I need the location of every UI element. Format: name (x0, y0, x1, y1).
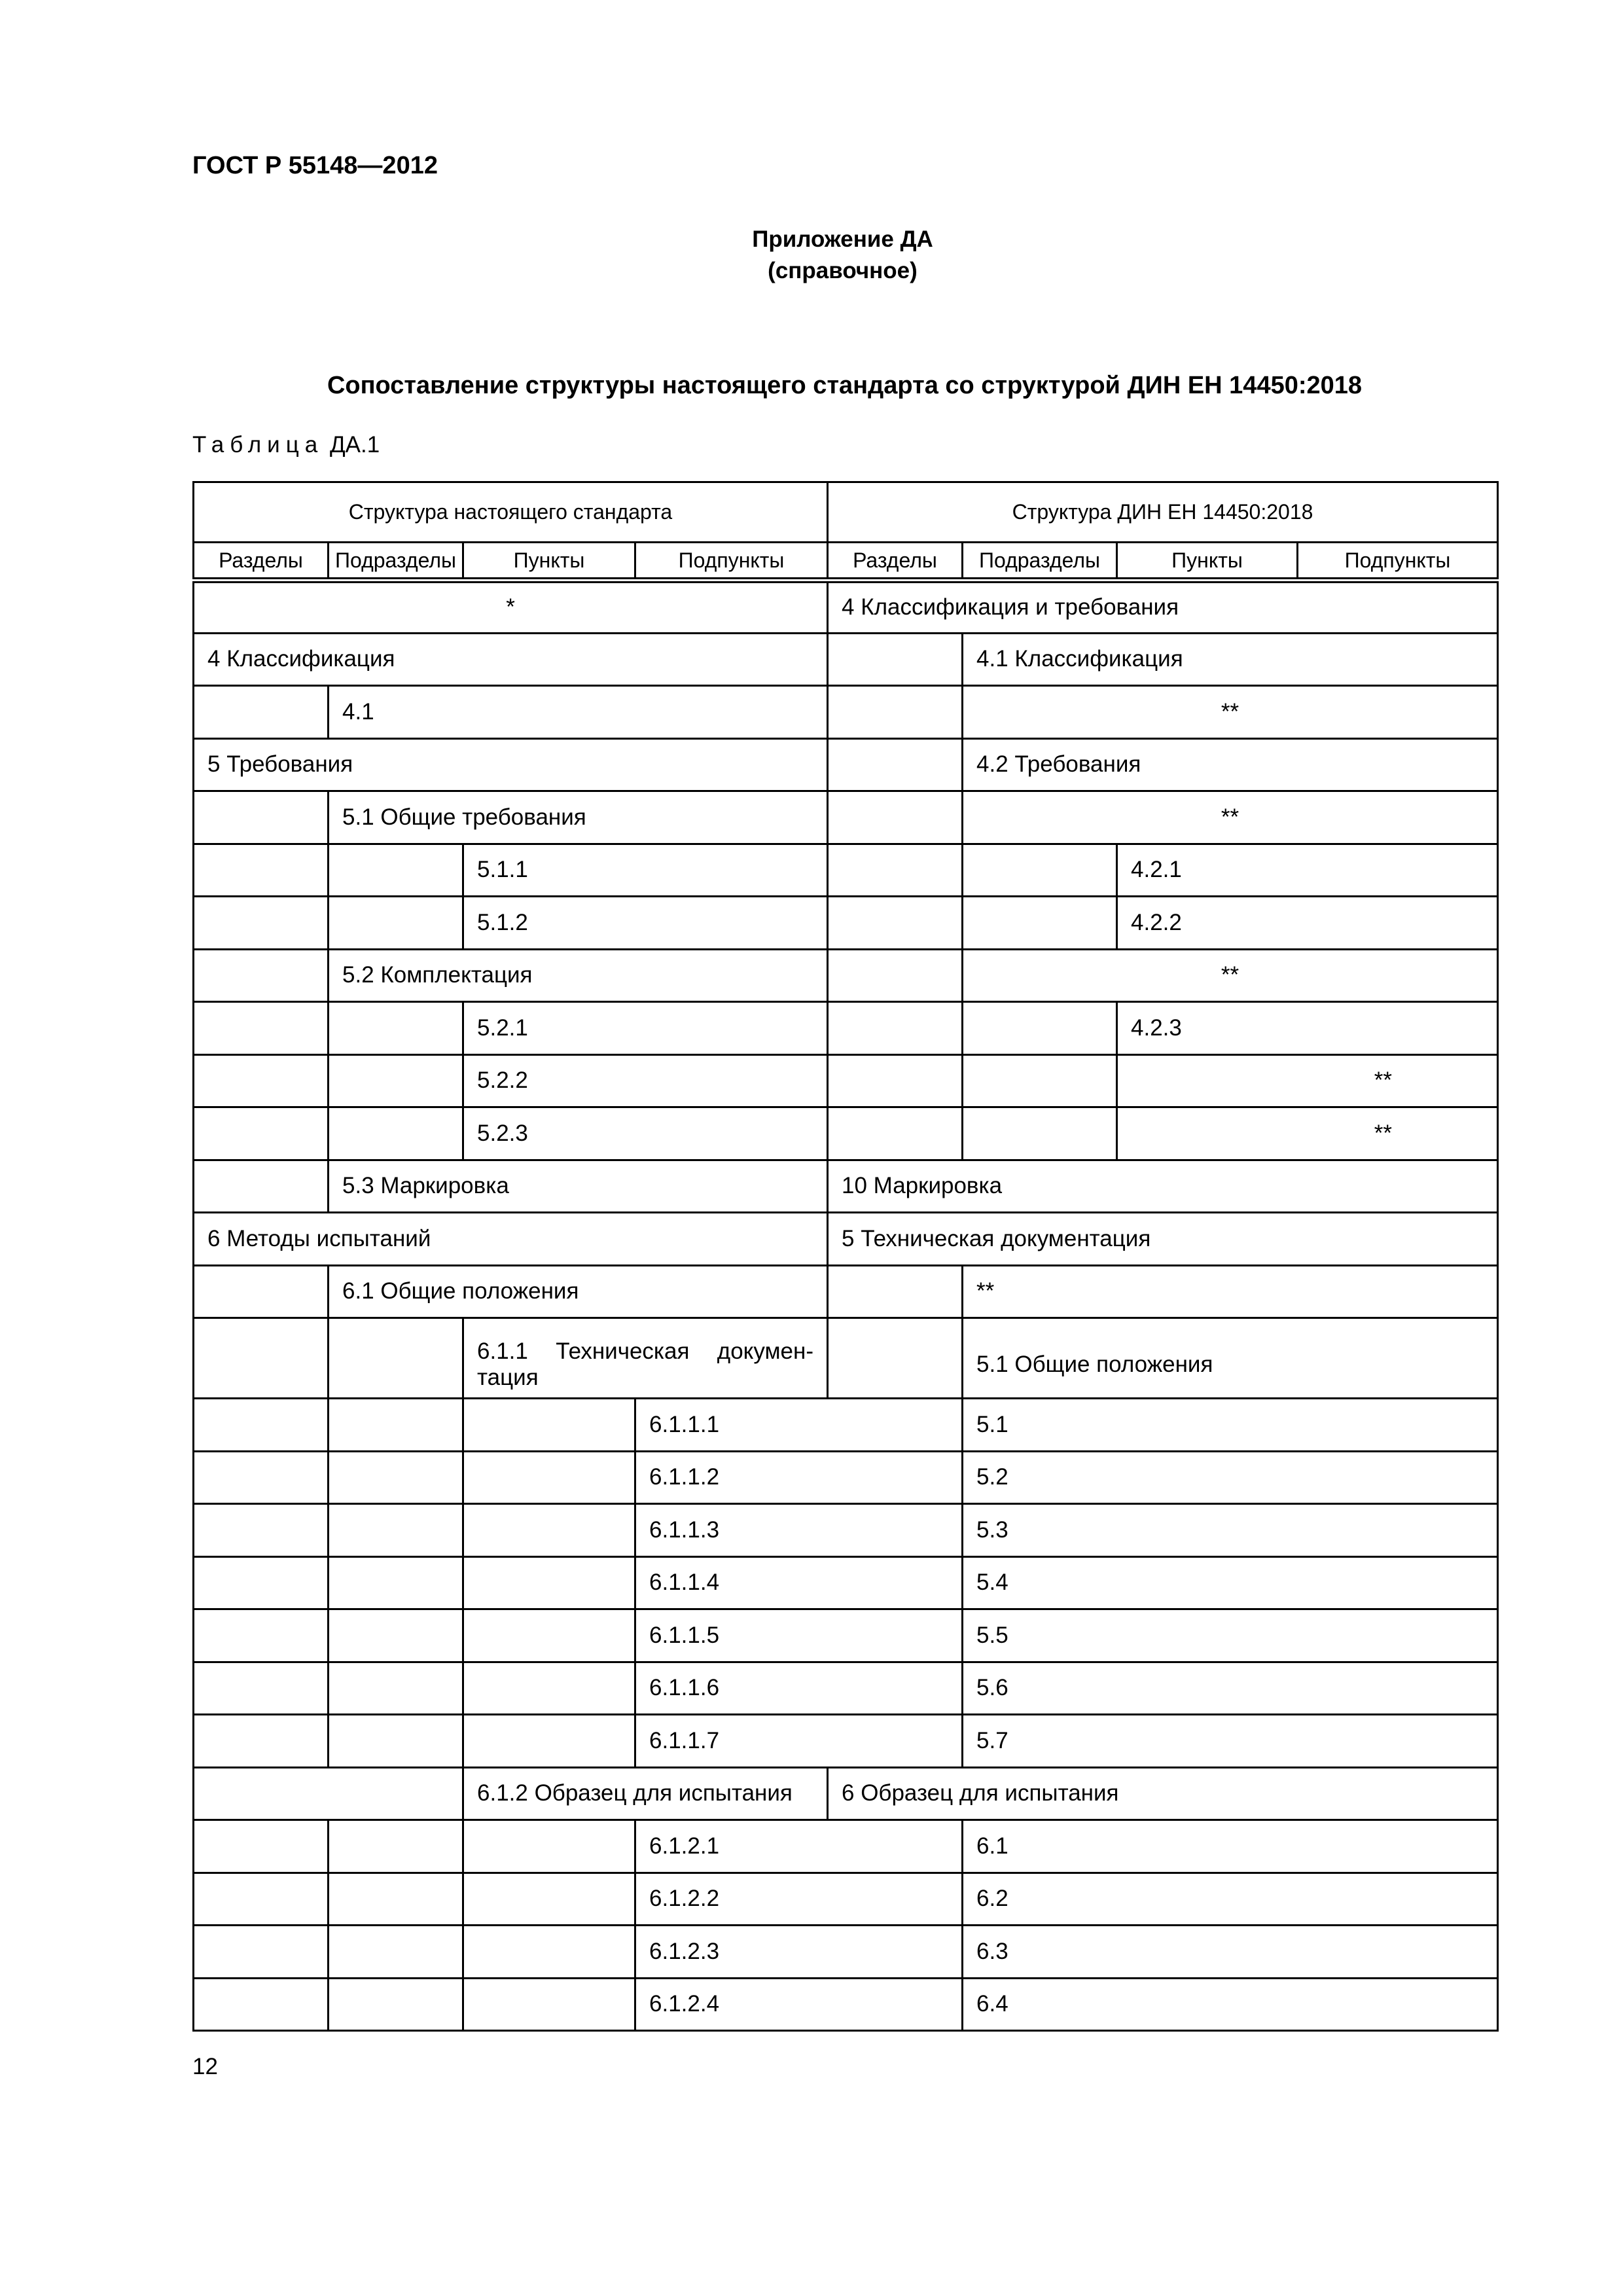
empty-cell (329, 844, 463, 897)
cell-right: ** (963, 1265, 1498, 1318)
empty-cell (194, 949, 329, 1002)
table-row (194, 1662, 1498, 1715)
empty-cell (194, 844, 329, 897)
empty-cell (828, 949, 963, 1002)
table-label-number: ДА.1 (329, 432, 380, 457)
cell-left: 4.1 (329, 686, 828, 739)
table-row (194, 633, 1498, 686)
table-row (194, 1213, 1498, 1266)
empty-cell (194, 1265, 329, 1318)
table-row (194, 1160, 1498, 1213)
comparison-table (192, 481, 1499, 2032)
empty-cell (828, 1265, 963, 1318)
empty-cell (329, 1715, 463, 1768)
cell-left: * (194, 581, 828, 634)
cell-right: ** (1117, 1107, 1498, 1160)
table-row (194, 1873, 1498, 1926)
empty-cell (329, 1662, 463, 1715)
cell-right: 5 Техническая документация (828, 1213, 1498, 1266)
page-title: Сопоставление структуры настоящего стандарта со структурой ДИН ЕН 14450:2018 (327, 372, 1363, 399)
cell-right: 5.1 Общие положения (963, 1318, 1498, 1399)
cell-right: ** (963, 949, 1498, 1002)
empty-cell (194, 1609, 329, 1662)
table-row (194, 844, 1498, 897)
cell-left: 5.1.1 (463, 844, 828, 897)
empty-cell (463, 1662, 635, 1715)
empty-cell (194, 1820, 329, 1873)
page-number: 12 (192, 2054, 218, 2079)
cell-left: 6.1.2.4 (635, 1978, 963, 2031)
empty-cell (463, 1820, 635, 1873)
group-header-left: Структура настоящего стандарта (194, 482, 828, 543)
cell-right: 5.3 (963, 1504, 1498, 1557)
cell-left: 6.1.2 Образец для испытания (463, 1767, 828, 1820)
appendix-heading (0, 224, 1623, 287)
table-row (194, 1318, 1498, 1399)
cell-left: 6.1 Общие положения (329, 1265, 828, 1318)
empty-cell (194, 1926, 329, 1979)
empty-cell (194, 1873, 329, 1926)
empty-cell (194, 1556, 329, 1609)
empty-cell (963, 1107, 1117, 1160)
cell-left: 5.2.3 (463, 1107, 828, 1160)
group-header-right: Структура ДИН ЕН 14450:2018 (828, 482, 1498, 543)
table-row (194, 1504, 1498, 1557)
column-header: Подразделы (329, 543, 463, 581)
table-label-word: Таблица (192, 432, 324, 457)
cell-right: 6.1 (963, 1820, 1498, 1873)
cell-left: 6.1.1.7 (635, 1715, 963, 1768)
cell-right: 4.2.1 (1117, 844, 1498, 897)
empty-cell (329, 1002, 463, 1055)
table-row (194, 686, 1498, 739)
empty-cell (963, 844, 1117, 897)
cell-left: 5.3 Маркировка (329, 1160, 828, 1213)
table-row (194, 791, 1498, 844)
cell-left: 6.1.1.6 (635, 1662, 963, 1715)
cell-right: 4 Классификация и требования (828, 581, 1498, 634)
empty-cell (963, 1054, 1117, 1107)
cell-right: 6.3 (963, 1926, 1498, 1979)
cell-right: 4.2.3 (1117, 1002, 1498, 1055)
empty-cell (463, 1556, 635, 1609)
cell-right: 6 Образец для испытания (828, 1767, 1498, 1820)
table-row (194, 1054, 1498, 1107)
table-row (194, 1556, 1498, 1609)
cell-left: 5.2 Комплектация (329, 949, 828, 1002)
cell-right: 5.6 (963, 1662, 1498, 1715)
empty-cell (329, 1054, 463, 1107)
empty-cell (329, 1318, 463, 1399)
empty-cell (963, 897, 1117, 950)
empty-cell (463, 1451, 635, 1504)
table-row (194, 1609, 1498, 1662)
empty-cell (194, 1504, 329, 1557)
empty-cell (828, 897, 963, 950)
table-row (194, 1265, 1498, 1318)
column-header: Пункты (463, 543, 635, 581)
empty-cell (828, 686, 963, 739)
empty-cell (463, 1399, 635, 1452)
cell-right: 5.1 (963, 1399, 1498, 1452)
empty-cell (828, 844, 963, 897)
column-header: Пункты (1117, 543, 1298, 581)
table-row (194, 1820, 1498, 1873)
table-row (194, 897, 1498, 950)
cell-right: 5.2 (963, 1451, 1498, 1504)
empty-cell (463, 1873, 635, 1926)
empty-cell (329, 1873, 463, 1926)
empty-cell (329, 1609, 463, 1662)
empty-cell (828, 1002, 963, 1055)
column-header: Подпункты (1298, 543, 1498, 581)
empty-cell (329, 1978, 463, 2031)
table-row (194, 1107, 1498, 1160)
cell-left: 5.1.2 (463, 897, 828, 950)
empty-cell (194, 1767, 463, 1820)
cell-left: 4 Классификация (194, 633, 828, 686)
table-row (194, 738, 1498, 791)
empty-cell (463, 1504, 635, 1557)
cell-left: 6.1.1.3 (635, 1504, 963, 1557)
empty-cell (194, 1399, 329, 1452)
empty-cell (329, 1926, 463, 1979)
cell-left: 6.1.1.5 (635, 1609, 963, 1662)
empty-cell (329, 1399, 463, 1452)
empty-cell (194, 791, 329, 844)
column-header: Разделы (194, 543, 329, 581)
empty-cell (463, 1978, 635, 2031)
empty-cell (329, 1556, 463, 1609)
cell-left: 6.1.2.1 (635, 1820, 963, 1873)
empty-cell (828, 633, 963, 686)
cell-right: 6.2 (963, 1873, 1498, 1926)
cell-left: 6.1.1.4 (635, 1556, 963, 1609)
column-header: Подразделы (963, 543, 1117, 581)
cell-right: 5.4 (963, 1556, 1498, 1609)
cell-right: ** (963, 791, 1498, 844)
table-row (194, 581, 1498, 634)
cell-right: 4.1 Классификация (963, 633, 1498, 686)
empty-cell (463, 1715, 635, 1768)
table-column-header (194, 543, 1498, 581)
cell-right: 5.7 (963, 1715, 1498, 1768)
cell-right: ** (1117, 1054, 1498, 1107)
empty-cell (963, 1002, 1117, 1055)
empty-cell (828, 791, 963, 844)
cell-right: 4.2.2 (1117, 897, 1498, 950)
cell-left: 6 Методы испытаний (194, 1213, 828, 1266)
empty-cell (194, 1054, 329, 1107)
document-code: ГОСТ Р 55148—2012 (192, 152, 438, 179)
empty-cell (463, 1609, 635, 1662)
table-row (194, 1002, 1498, 1055)
table-row (194, 1399, 1498, 1452)
cell-right: 6.4 (963, 1978, 1498, 2031)
table-row (194, 949, 1498, 1002)
empty-cell (828, 1318, 963, 1399)
cell-left: 6.1.1 Техническая докумен-тация (463, 1318, 828, 1399)
empty-cell (828, 1054, 963, 1107)
cell-right: 10 Маркировка (828, 1160, 1498, 1213)
empty-cell (463, 1926, 635, 1979)
cell-left: 6.1.2.2 (635, 1873, 963, 1926)
empty-cell (329, 897, 463, 950)
empty-cell (194, 1160, 329, 1213)
empty-cell (329, 1107, 463, 1160)
column-header: Подпункты (635, 543, 828, 581)
table-row (194, 1978, 1498, 2031)
empty-cell (828, 1107, 963, 1160)
empty-cell (828, 738, 963, 791)
cell-left: 6.1.2.3 (635, 1926, 963, 1979)
appendix-title: Приложение ДА (752, 226, 933, 252)
empty-cell (194, 897, 329, 950)
appendix-type: (справочное) (768, 258, 918, 283)
cell-right: 5.5 (963, 1609, 1498, 1662)
table-row (194, 1715, 1498, 1768)
table-label (192, 432, 380, 458)
empty-cell (329, 1504, 463, 1557)
table-row (194, 1926, 1498, 1979)
empty-cell (194, 1978, 329, 2031)
table-row (194, 1451, 1498, 1504)
cell-left: 5.1 Общие требования (329, 791, 828, 844)
empty-cell (194, 1451, 329, 1504)
empty-cell (194, 1662, 329, 1715)
empty-cell (194, 1002, 329, 1055)
empty-cell (194, 1107, 329, 1160)
cell-left: 5 Требования (194, 738, 828, 791)
empty-cell (329, 1451, 463, 1504)
cell-left: 5.2.2 (463, 1054, 828, 1107)
empty-cell (329, 1820, 463, 1873)
table-row (194, 1767, 1498, 1820)
table-group-header (194, 482, 1498, 543)
cell-left: 6.1.1.2 (635, 1451, 963, 1504)
empty-cell (194, 1715, 329, 1768)
column-header: Разделы (828, 543, 963, 581)
cell-left: 5.2.1 (463, 1002, 828, 1055)
cell-left: 6.1.1.1 (635, 1399, 963, 1452)
cell-right: 4.2 Требования (963, 738, 1498, 791)
empty-cell (194, 1318, 329, 1399)
empty-cell (194, 686, 329, 739)
cell-right: ** (963, 686, 1498, 739)
